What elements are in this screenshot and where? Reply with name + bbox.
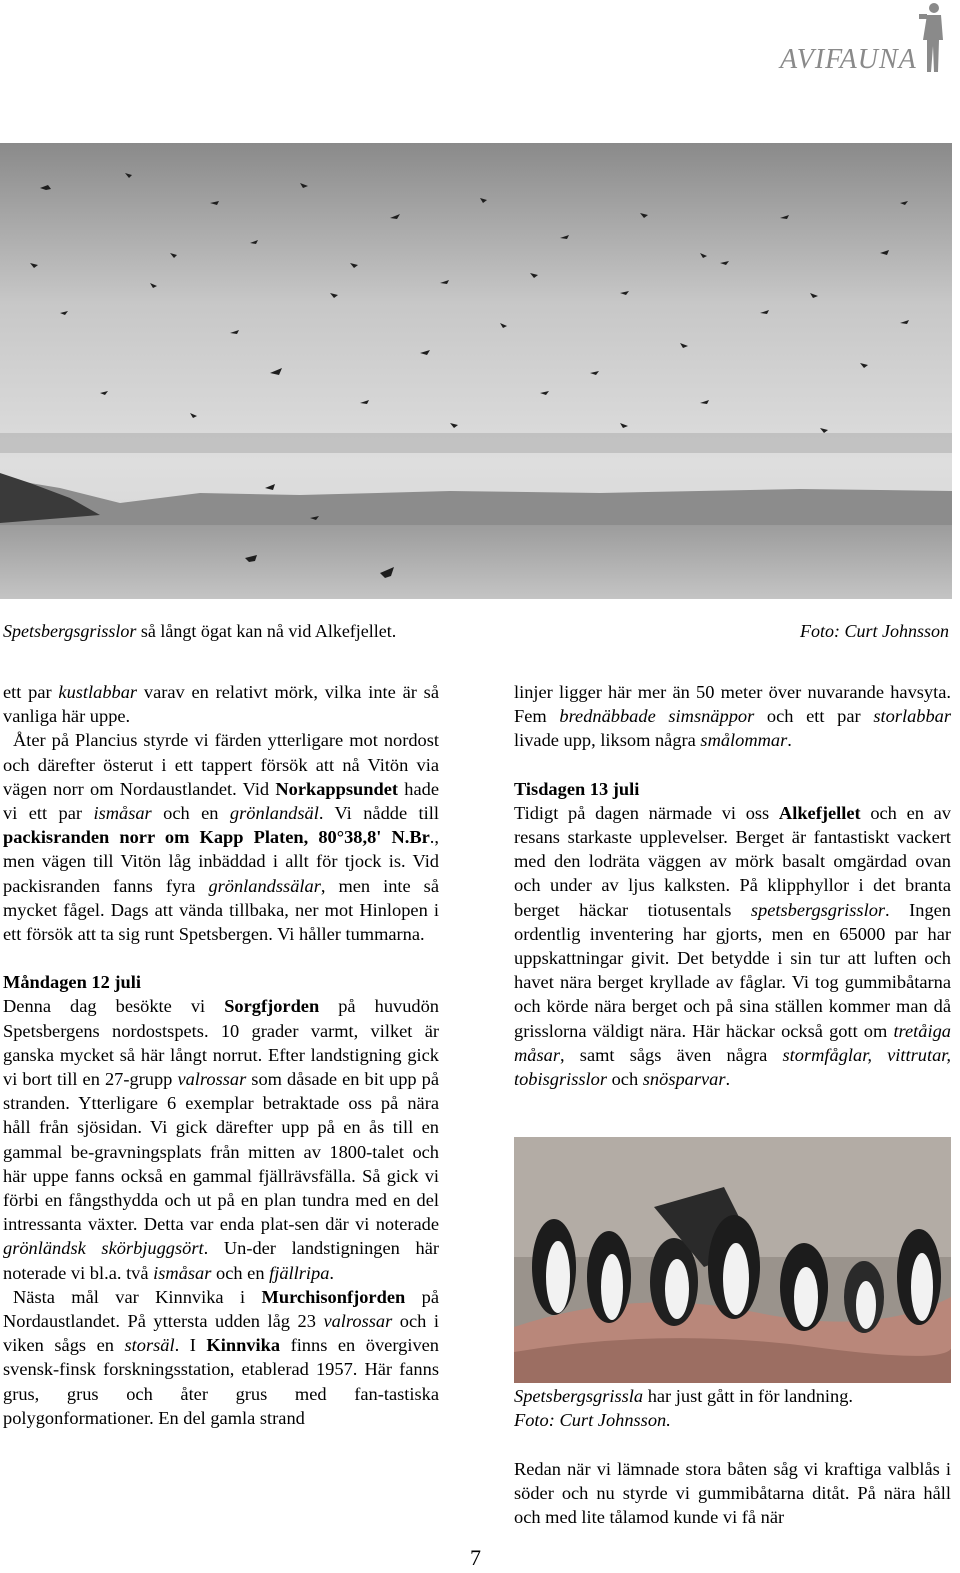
paragraph: Nästa mål var Kinnvika i Murchisonfjorden på Nordaustlandet. På yttersta udden låg 23 valrossar och i viken sågs en storsäl. I Kinnvika finns en övergiven svensk-finsk forskningsstation, etablerad 1957. Här fanns grus, grus och åter grus med fan-tastiska polygonformationer. En del gamla strand <box>3 1286 439 1428</box>
caption-text: så långt ögat kan nå vid Alkefjellet. <box>136 621 397 641</box>
avifauna-logo <box>770 0 955 80</box>
right-column <box>514 680 951 1091</box>
top-photo-caption <box>3 621 949 642</box>
guillemots-on-ledge-photo <box>514 1137 951 1383</box>
paragraph: Tidigt på dagen närmade vi oss Alkefjellet och en av resans starkaste upplevelser. Berget är fantastiskt vackert med den lodräta väggen av mörk basalt omgärdad ovan och under av ljus kalksten. På klipphyllor i det branta berget häckar tiotusentals spetsbergsgrisslor. Ingen ordentlig inventering har gjorts, men en 65000 par har uppskattningar givit. Det betydde i sin tur att luften och havet nära berget kryllade av fåglar. Vi tog gummibåtarna och körde nära berget och på sina ställen kommer man då grisslorna väldigt nära. Här häckar också gott om tretåiga måsar, samt sågs även några stormfåglar, vittrutar, tobisgrisslor och snösparvar. <box>514 802 951 1090</box>
paragraph: Redan när vi lämnade stora båten såg vi kraftiga valblås i söder och nu styrde vi gummibåtarna ditåt. På nära håll och med lite tålamod kunde vi få när <box>514 1459 951 1527</box>
section-heading-tuesday: Tisdagen 13 juli <box>514 778 640 799</box>
photo-credit: Foto: Curt Johnsson. <box>514 1410 671 1430</box>
section-heading-monday: Måndagen 12 juli <box>3 972 141 993</box>
paragraph: linjer ligger här mer än 50 meter över nuvarande havsyta. Fem brednäbbade simsnäppor och ett par storlabbar livade upp, liksom några smålommar. <box>514 682 952 751</box>
page-number: 7 <box>470 1545 481 1570</box>
paragraph: ett par kustlabbar varav en relativt mörk, vilka inte är så vanliga här uppe. <box>3 682 439 727</box>
photo-credit: Foto: Curt Johnsson <box>799 621 949 641</box>
guillemot-photo-caption: Spetsbergsgrissla har just gått in för landning. Foto: Curt Johnsson. Redan när vi lämnade stora båten såg vi kraftiga valblås i söder och nu styrde vi gummibåtarna ditåt. På nära håll och med lite tålamod kunde vi få när <box>514 1386 951 1527</box>
paragraph: Denna dag besökte vi Sorgfjorden på huvudön Spetsbergens nordostspets. 10 grader varmt, vilket är ganska mycket så här långt norrut. Efter landstigning gick vi bort till en 27-grupp valrossar som dåsade en bit upp på stranden. Ytterligare 6 exemplar betraktade oss på nära håll från sjösidan. Vi gick därefter upp på en ås till en gammal be-gravningsplats från mitten av 1800-talet och här uppe fanns också en gammal fjällrävsfälla. Så gick vi förbi en fångsthydda och ut på en plan tundra med en del intressanta växter. Detta var enda plat-sen där vi noterade grönländsk skörbjuggsört. Un-der landstigningen här noterade vi bl.a. två ismåsar och en fjällripa. <box>3 996 439 1283</box>
paragraph: Åter på Plancius styrde vi färden ytterligare mot nordost och därefter österut i ett tappert försök att nå Vitön via vägen norr om Nordaustlandet. Vid Norkappsundet hade vi ett par ismåsar och en grönlandsäl. Vi nådde till packisranden norr om Kapp Platen, 80°38,8' N.Br., men vägen till Vitön låg inbäddad i allt för tjock is. Vid packisranden fanns fyra grönlandssälar, men inte så mycket fågel. Dags att vända tillbaka, ner mot Hinlopen i ett försök att ta sig runt Spetsbergen. Vi håller tummarna. <box>3 730 439 945</box>
birds-over-glacier-photo <box>0 143 952 599</box>
left-column <box>3 680 439 1430</box>
logo-wordmark: AVIFAUNA <box>780 44 917 75</box>
birdwatcher-figure-icon <box>917 2 947 74</box>
caption-species: Spetsbergsgrisslor <box>3 621 137 641</box>
